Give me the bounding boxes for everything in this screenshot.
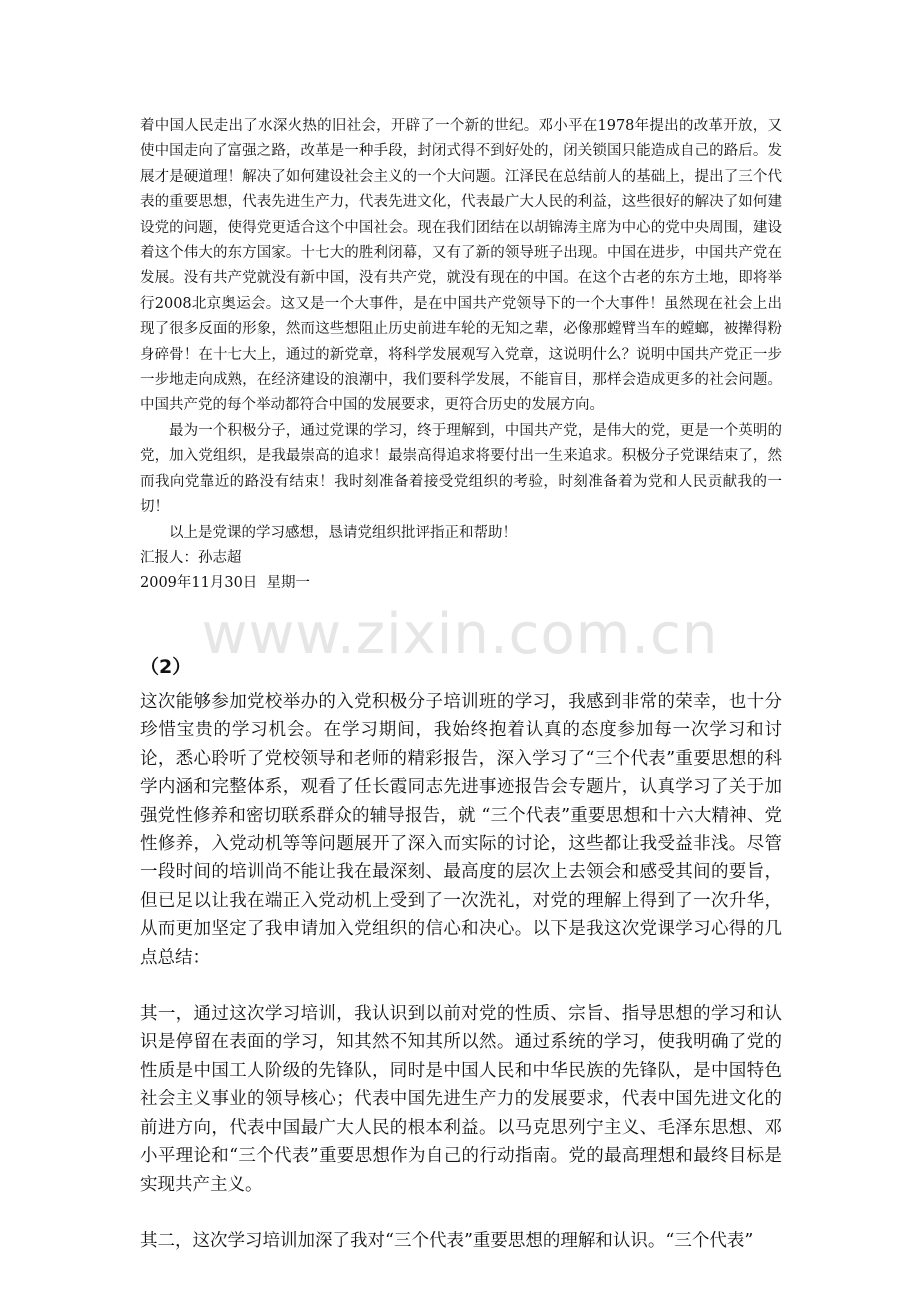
body-paragraph: 以上是党课的学习感想，恳请党组织批评指正和帮助！ [169, 524, 517, 541]
watermark: www.zixin.com.cn [201, 602, 719, 667]
report-date: 2009年11月30日 星期一 [140, 575, 311, 592]
body-paragraph: 最为一个积极分子，通过党课的学习，终于理解到，中国共产党，是伟大的党，更是一个英明的党，加入党组织，是我最崇高的追求！最崇高得追求将要付出一生来追求。积极分子党课结束了，然而我向党靠近的路没有结束！我时刻准备着接受党组织的考验，时刻准备着为党和人民贡献我的一切！ [140, 422, 782, 516]
body-paragraph: 着中国人民走出了水深火热的旧社会，开辟了一个新的世纪。邓小平在1978年提出的改革开放，又使中国走向了富强之路，改革是一种手段，封闭式得不到好处的，闭关锁国只能造成自己的路后。发展才是硬道理！解决了如何建设社会主义的一个大问题。江泽民在总结前人的基础上，提出了三个代表的重要思想，代表先进生产力，代表先进文化，代表最广大人民的利益，这些很好的解决了如何建设党的问题，使得党更适合这个中国社会。现在我们团结在以胡锦涛主席为中心的党中央周围，建设着这个伟大的东方国家。十七大的胜利闭幕，又有了新的领导班子出现。中国在进步，中国共产党在发展。没有共产党就没有新中国，没有共产党，就没有现在的中国。在这个古老的东方土地，即将举行2008北京奥运会。这又是一个大事件，是在中国共产党领导下的一个大事件！虽然现在社会上出现了很多反面的形象，然而这些想阻止历史前进车轮的无知之辈，必像那螳臂当车的螳螂，被撵得粉身碎骨！在十七大上，通过的新党章，将科学发展观写入党章，这说明什么？说明中国共产党正一步一步地走向成熟，在经济建设的浪潮中，我们要科学发展，不能盲目，那样会造成更多的社会问题。中国共产党的每个举动都符合中国的发展要求，更符合历史的发展方向。 [140, 118, 782, 414]
body-paragraph: 这次能够参加党校举办的入党积极分子培训班的学习，我感到非常的荣幸，也十分珍惜宝贵的学习机会。在学习期间，我始终抱着认真的态度参加每一次学习和讨论，悉心聆听了党校领导和老师的精彩报告，深入学习了“三个代表”重要思想的科学内涵和完整体系，观看了任长霞同志先进事迹报告会专题片，认真学习了关于加强党性修养和密切联系群众的辅导报告，就 “三个代表”重要思想和十六大精神、党性修养，入党动机等等问题展开了深入而实际的讨论，这些都让我受益非浅。尽管一段时间的培训尚不能让我在最深刻、最高度的层次上去领会和感受其间的要旨，但已足以让我在端正入党动机上受到了一次洗礼，对党的理解上得到了一次升华，从而更加坚定了我申请加入党组织的信心和决心。以下是我这次党课学习心得的几点总结： [140, 692, 782, 968]
report-part-two [140, 688, 782, 1255]
section-heading: （2） [140, 656, 192, 678]
body-paragraph: 其二，这次学习培训加深了我对“三个代表”重要思想的理解和认识。“三个代表” [140, 1230, 754, 1251]
report-part-one [140, 114, 782, 597]
reporter-signature: 汇报人：孙志超 [140, 549, 242, 566]
body-paragraph: 其一，通过这次学习培训，我认识到以前对党的性质、宗旨、指导思想的学习和认识是停留在表面的学习，知其然不知其所以然。通过系统的学习，使我明确了党的性质是中国工人阶级的先锋队，同时是中国人民和中华民族的先锋队，是中国特色社会主义事业的领导核心；代表中国先进生产力的发展要求，代表中国先进文化的前进方向，代表中国最广大人民的根本利益。以马克思列宁主义、毛泽东思想、邓小平理论和“三个代表”重要思想作为自己的行动指南。党的最高理想和最终目标是实现共产主义。 [140, 1004, 782, 1195]
